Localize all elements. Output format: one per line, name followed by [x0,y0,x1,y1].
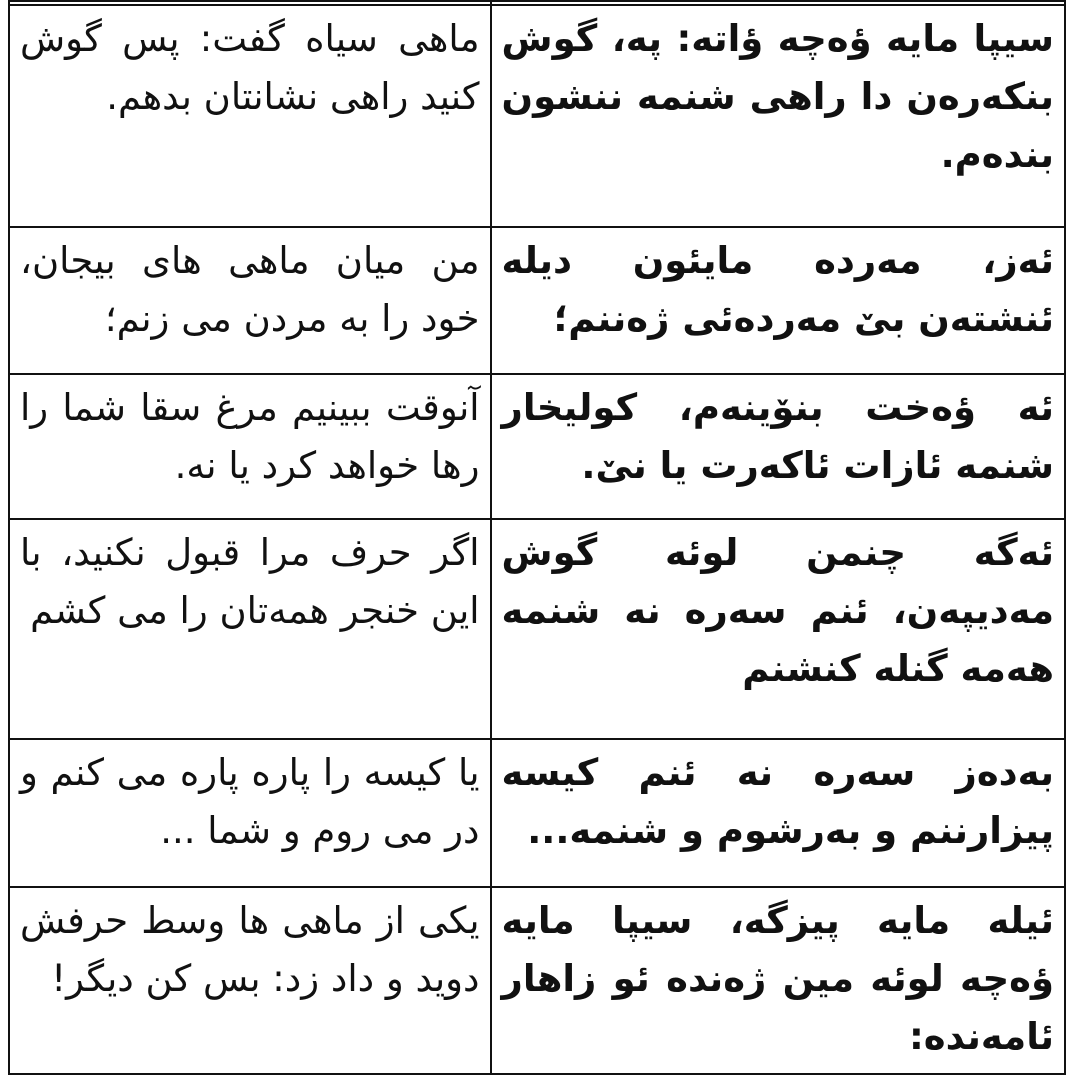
table-row [9,374,1065,519]
kurdish-cell: سیپا مایه ؤەچە ؤاتە: پە، گوش بنکەرەن دا راهی شنمە ننشون بندەم. [491,5,1065,227]
table-row [9,887,1065,1074]
persian-cell: ماهی سیاه گفت: پس گوش کنید راهی نشانتان بدهم. [9,5,491,227]
kurdish-cell: ئیلە مایە پیزگە، سیپا مایە ؤەچە لوئە مین ژەندە ئو زاهار ئامەندە: [491,887,1065,1074]
table-row [9,739,1065,887]
kurdish-cell: بەدەز سەرە نە ئنم کیسە پیزارننم و بەرشوم و شنمە... [491,739,1065,887]
persian-cell: یکی از ماهی ها وسط حرفش دوید و داد زد: بس کن دیگر! [9,887,491,1074]
table-row [9,519,1065,739]
persian-cell: من میان ماهی های بیجان، خود را به مردن می زنم؛ [9,227,491,374]
persian-cell: آنوقت ببینیم مرغ سقا شما را رها خواهد کرد یا نه. [9,374,491,519]
persian-cell: اگر حرف مرا قبول نکنید، با این خنجر همەتان را می کشم [9,519,491,739]
kurdish-cell: ئەگە چنمن لوئە گوش مەدیپەن، ئنم سەرە نە شنمە هەمە گنلە کنشنم [491,519,1065,739]
table-row [9,227,1065,374]
persian-cell: یا کیسه را پاره پاره می کنم و در می روم و شما ... [9,739,491,887]
table-row [9,5,1065,227]
kurdish-cell: ئەز، مەردە مایئون دیلە ئنشتەن بێ مەردەئی ژەننم؛ [491,227,1065,374]
bilingual-table-page [8,0,1066,1075]
kurdish-cell: ئە ؤەخت بنۆینەم، کولیخار شنمە ئازات ئاکەرت یا نێ. [491,374,1065,519]
bilingual-translation-table [8,0,1066,1075]
